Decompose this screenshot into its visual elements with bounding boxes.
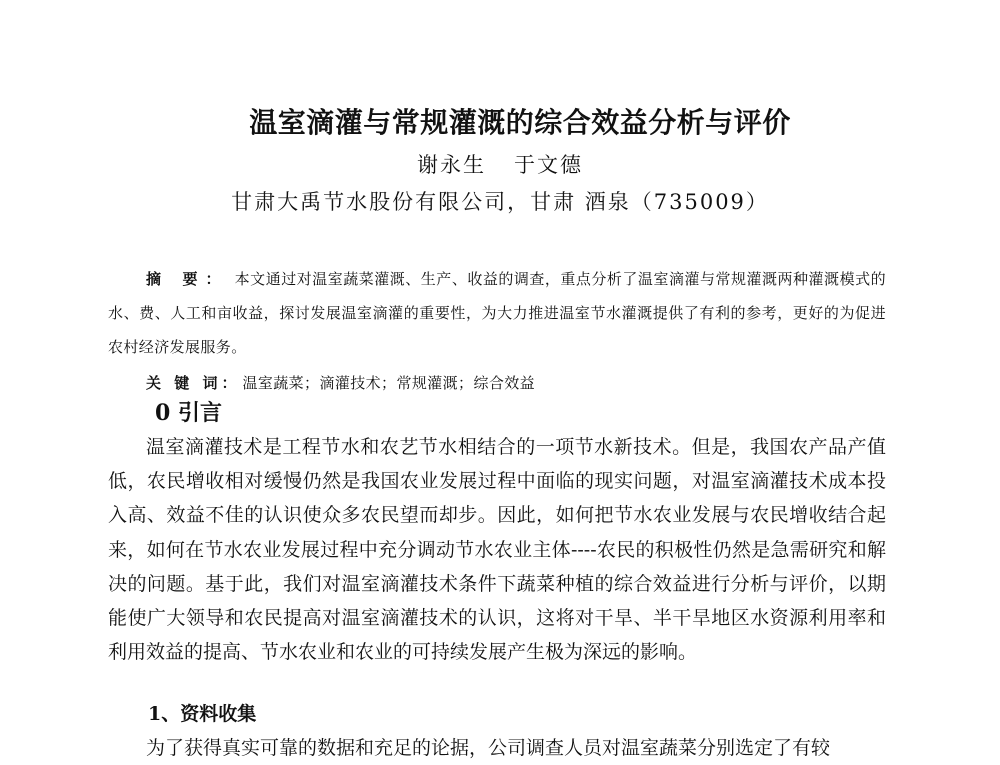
abstract-text: 本文通过对温室蔬菜灌溉、生产、收益的调查，重点分析了温室滴灌与常规灌溉两种灌溉模式的水、费、人工和亩收益，探讨发展温室滴灌的重要性，为大力推进温室节水灌溉提供了有利的参考，更好的为促进农村经济发展服务。 xyxy=(108,270,886,356)
paper-title: 温室滴灌与常规灌溉的综合效益分析与评价 xyxy=(249,106,791,139)
introduction-paragraph: 温室滴灌技术是工程节水和农艺节水相结合的一项节水新技术。但是，我国农产品产值低，农民增收相对缓慢仍然是我国农业发展过程中面临的现实问题，对温室滴灌技术成本投入高、效益不佳的认识使众多农民望而却步。因此，如何把节水农业发展与农民增收结合起来，如何在节水农业发展过程中充分调动节水农业主体----农民的积极性仍然是急需研究和解决的问题。基于此，我们对温室滴灌技术条件下蔬菜种植的综合效益进行分析与评价，以期能使广大领导和农民提高对温室滴灌技术的认识，这将对干旱、半干旱地区水资源利用率和利用效益的提高、节水农业和农业的可持续发展产生极为深远的影响。 xyxy=(108,436,886,664)
author-name: 于文德 xyxy=(514,153,583,177)
section-heading-data-collection: 1、资料收集 xyxy=(148,703,257,725)
author-name: 谢永生 xyxy=(417,153,486,177)
data-collection-paragraph: 为了获得真实可靠的数据和充足的论据，公司调查人员对温室蔬菜分别选定了有较 xyxy=(146,737,831,759)
author-line xyxy=(0,150,1000,180)
keywords-text: 温室蔬菜；滴灌技术；常规灌溉；综合效益 xyxy=(242,374,536,392)
section-heading-introduction: 0 引言 xyxy=(155,400,222,426)
affiliation: 甘肃大禹节水股份有限公司，甘肃 酒泉（735009） xyxy=(231,190,769,214)
abstract xyxy=(108,262,886,364)
keywords-label: 关 键 词： xyxy=(146,374,241,392)
keywords xyxy=(146,368,886,398)
abstract-label: 摘 要： xyxy=(146,270,229,288)
